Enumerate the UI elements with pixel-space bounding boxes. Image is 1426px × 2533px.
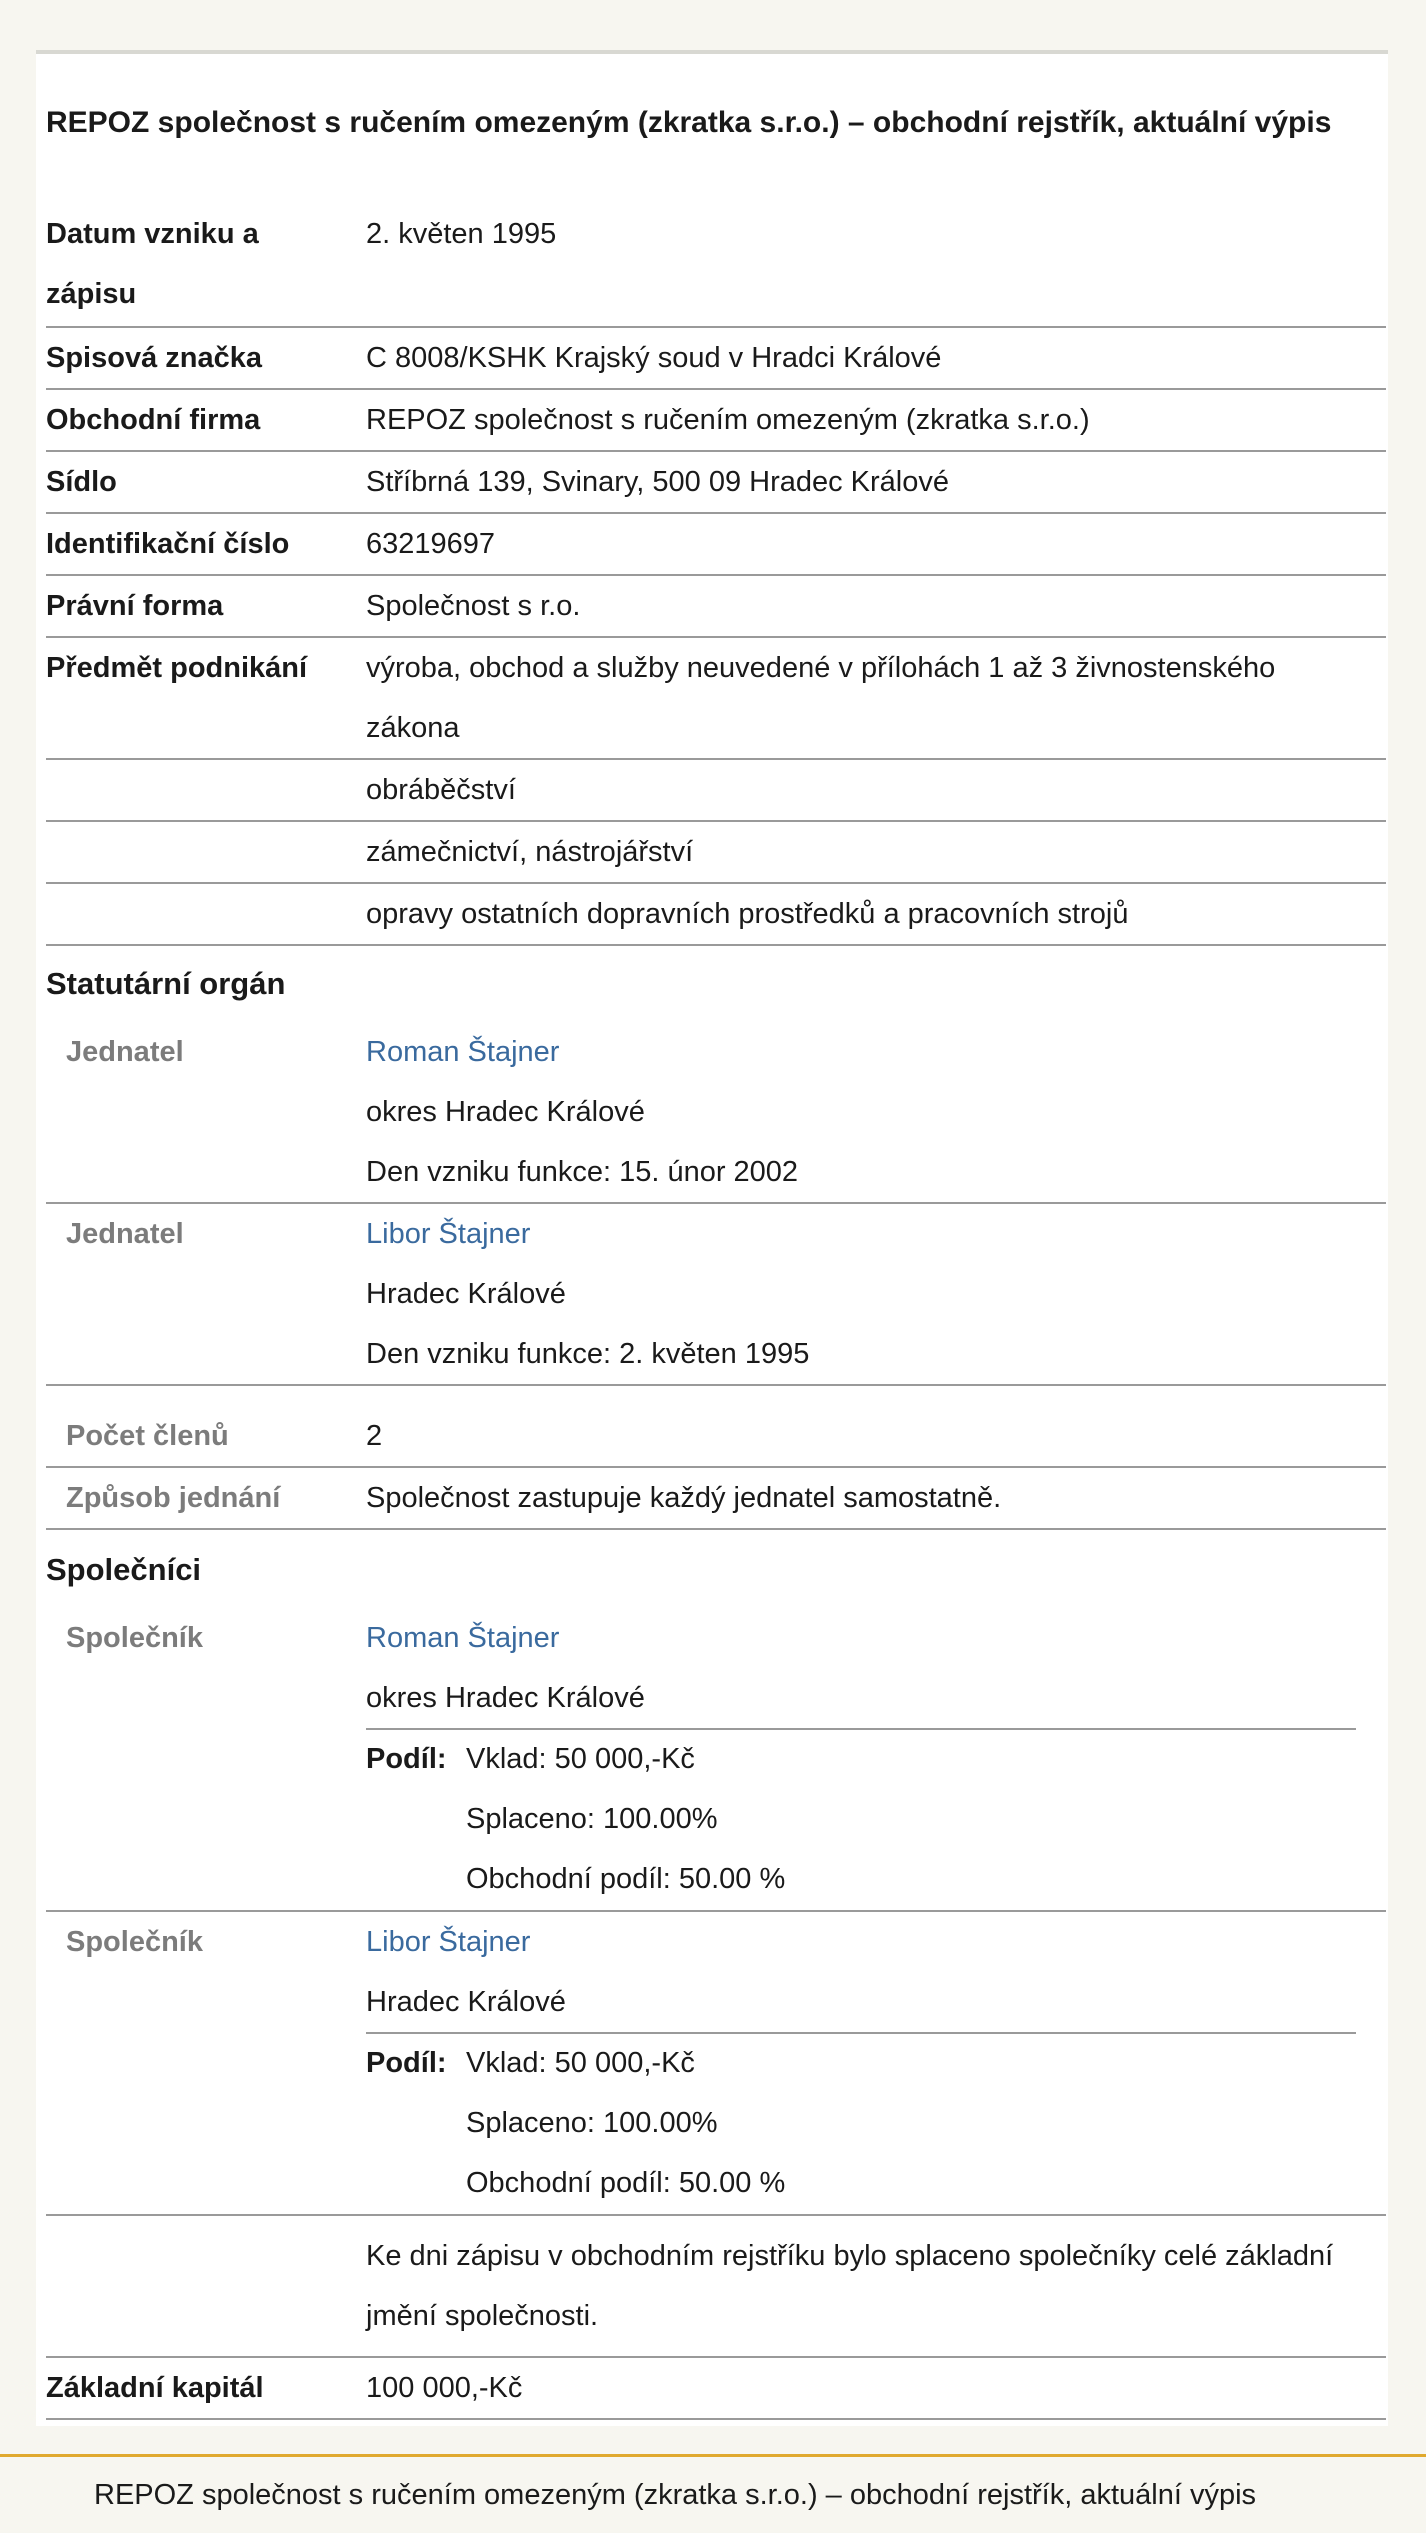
row-predmet-2 <box>46 760 1386 822</box>
value-zakladni-kapital: 100 000,-Kč <box>366 2372 523 2404</box>
podil-obchodni: Obchodní podíl: 50.00 % <box>466 1863 786 1895</box>
jednatel-place: Hradec Králové <box>366 1278 566 1310</box>
label-pocet-clenu: Počet členů <box>66 1420 229 1452</box>
value-predmet: výroba, obchod a služby neuvedené v přílohách 1 až 3 živnostenského zákona <box>366 652 1276 744</box>
section-heading-statutarni: Statutární orgán <box>46 966 286 1001</box>
value-pocet-clenu: 2 <box>366 1420 383 1452</box>
register-extract <box>36 50 1388 2426</box>
row-splaceni-note <box>46 2216 1386 2358</box>
label-firma: Obchodní firma <box>46 404 261 436</box>
podil-vklad: Vklad: 50 000,-Kč <box>466 1743 695 1775</box>
spolecnik-name-link[interactable]: Libor Štajner <box>366 1926 531 1958</box>
label-zakladni-kapital: Základní kapitál <box>46 2372 264 2404</box>
jednatel-since: Den vzniku funkce: 15. únor 2002 <box>366 1156 799 1188</box>
page-title: REPOZ společnost s ručením omezeným (zkratka s.r.o.) – obchodní rejstřík, aktuální výpis <box>46 106 1332 139</box>
label-predmet: Předmět podnikání <box>46 652 308 684</box>
spolecnik-block <box>46 1912 1386 2216</box>
section-heading-spolecnici: Společníci <box>46 1552 202 1587</box>
podil-splaceno: Splaceno: 100.00% <box>466 2107 718 2139</box>
label-jednatel: Jednatel <box>66 1218 184 1250</box>
jednatel-since: Den vzniku funkce: 2. květen 1995 <box>366 1338 810 1370</box>
jednatel-block <box>46 1022 1386 1204</box>
podil-obchodni: Obchodní podíl: 50.00 % <box>466 2167 786 2199</box>
label-datum: Datum vzniku a zápisu <box>46 218 259 310</box>
podil-vklad: Vklad: 50 000,-Kč <box>466 2047 695 2079</box>
label-zpusob-jednani: Způsob jednání <box>66 1482 281 1514</box>
row-zpusob-jednani <box>46 1468 1386 1530</box>
value-ico: 63219697 <box>366 528 496 560</box>
value-predmet: opravy ostatních dopravních prostředků a pracovních strojů <box>366 898 1129 930</box>
row-predmet-3 <box>46 822 1386 884</box>
jednatel-name-link[interactable]: Roman Štajner <box>366 1036 560 1068</box>
row-predmet-4 <box>46 884 1386 946</box>
value-forma: Společnost s r.o. <box>366 590 581 622</box>
label-spolecnik: Společník <box>66 1926 203 1958</box>
value-spis: C 8008/KSHK Krajský soud v Hradci Králové <box>366 342 942 374</box>
row-spis <box>46 328 1386 390</box>
row-datum <box>46 204 1386 328</box>
podil-label: Podíl: <box>366 2047 447 2079</box>
jednatel-block <box>46 1204 1386 1386</box>
spolecnik-place: Hradec Králové <box>366 1986 566 2018</box>
value-firma: REPOZ společnost s ručením omezeným (zkratka s.r.o.) <box>366 404 1090 436</box>
row-ico <box>46 514 1386 576</box>
row-firma <box>46 390 1386 452</box>
value-predmet: zámečnictví, nástrojářství <box>366 836 694 868</box>
label-ico: Identifikační číslo <box>46 528 290 560</box>
row-forma <box>46 576 1386 638</box>
splaceni-note: Ke dni zápisu v obchodním rejstříku bylo splaceno společníky celé základní jmění společnosti. <box>366 2240 1334 2332</box>
value-predmet: obráběčství <box>366 774 516 806</box>
label-jednatel: Jednatel <box>66 1036 184 1068</box>
podil-splaceno: Splaceno: 100.00% <box>466 1803 718 1835</box>
value-sidlo: Stříbrná 139, Svinary, 500 09 Hradec Králové <box>366 466 950 498</box>
label-spis: Spisová značka <box>46 342 262 374</box>
spolecnik-block <box>46 1608 1386 1912</box>
spolecnik-name-link[interactable]: Roman Štajner <box>366 1622 560 1654</box>
jednatel-place: okres Hradec Králové <box>366 1096 645 1128</box>
jednatel-name-link[interactable]: Libor Štajner <box>366 1218 531 1250</box>
spolecnik-place: okres Hradec Králové <box>366 1682 645 1714</box>
row-pocet-clenu <box>46 1386 1386 1468</box>
page-footer <box>0 2454 1426 2533</box>
value-datum: 2. květen 1995 <box>366 218 557 250</box>
row-zakladni-kapital <box>46 2358 1386 2420</box>
row-predmet-1 <box>46 638 1386 760</box>
value-zpusob-jednani: Společnost zastupuje každý jednatel samostatně. <box>366 1482 1002 1514</box>
label-sidlo: Sídlo <box>46 466 117 498</box>
row-sidlo <box>46 452 1386 514</box>
label-spolecnik: Společník <box>66 1622 203 1654</box>
footer-text: REPOZ společnost s ručením omezeným (zkratka s.r.o.) – obchodní rejstřík, aktuální výpis <box>94 2479 1257 2511</box>
podil-label: Podíl: <box>366 1743 447 1775</box>
label-forma: Právní forma <box>46 590 224 622</box>
